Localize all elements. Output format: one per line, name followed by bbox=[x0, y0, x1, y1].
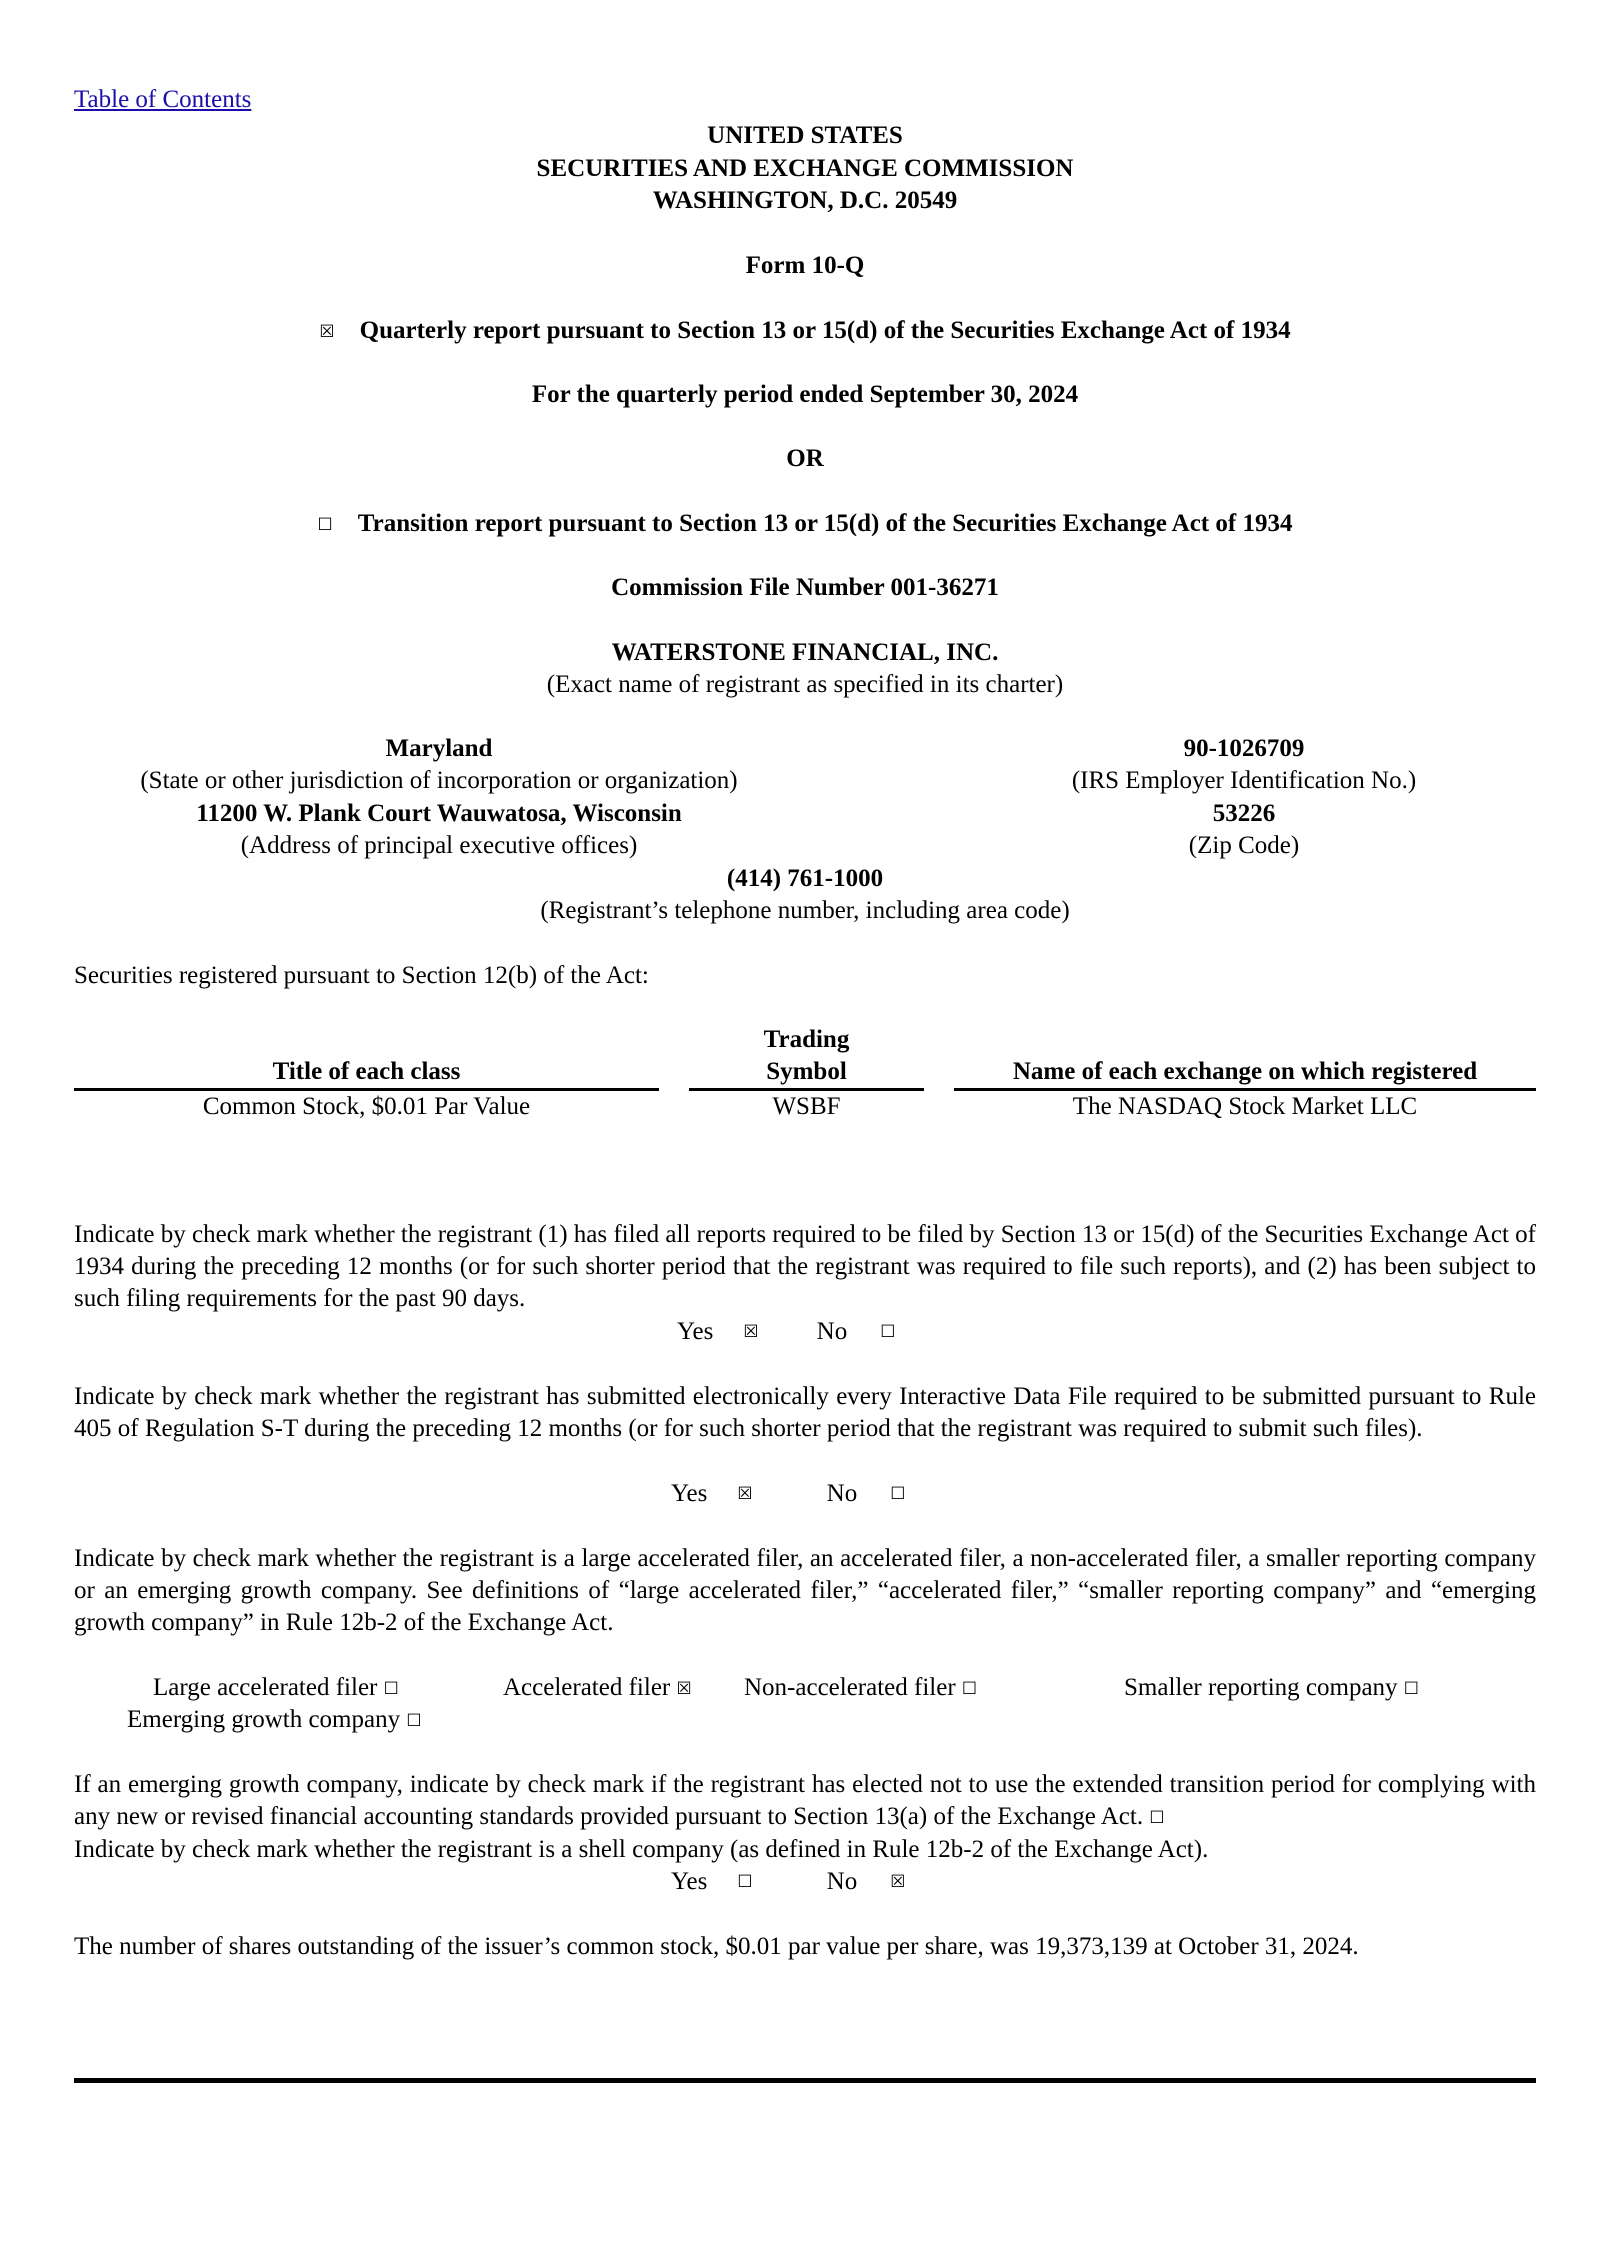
securities-intro: Securities registered pursuant to Section 12(b) of the Act: bbox=[74, 962, 649, 989]
form-type: Form 10-Q bbox=[745, 252, 865, 279]
non-accelerated-checkbox[interactable]: ☐ bbox=[961, 1679, 978, 1699]
state-caption: (State or other jurisdiction of incorporation or organization) bbox=[140, 767, 738, 794]
table-of-contents-link[interactable]: Table of Contents bbox=[74, 86, 252, 113]
q1-no-checkbox[interactable]: ☐ bbox=[880, 1322, 896, 1342]
q5-text: Indicate by check mark whether the registrant is a shell company (as defined in Rule 12b-2 of the Exchange Act). bbox=[74, 1836, 1209, 1863]
quarterly-report-line bbox=[74, 315, 1536, 348]
accelerated-checkbox[interactable]: ☒ bbox=[676, 1679, 692, 1699]
q4-checkbox[interactable]: ☐ bbox=[1149, 1808, 1165, 1828]
q4-text bbox=[74, 1769, 1536, 1834]
q5-no-checkbox[interactable]: ☒ bbox=[890, 1872, 906, 1892]
q5-yes-checkbox[interactable]: ☐ bbox=[737, 1872, 753, 1892]
q2-yes-checkbox[interactable]: ☒ bbox=[737, 1484, 753, 1504]
address-value: 11200 W. Plank Court Wauwatosa, Wisconsin bbox=[196, 800, 682, 827]
non-accelerated-label: Non-accelerated filer bbox=[744, 1674, 956, 1701]
header-line-1: UNITED STATES bbox=[707, 122, 903, 149]
transition-report-line bbox=[74, 508, 1536, 541]
col-title-header: Title of each class bbox=[74, 1024, 659, 1091]
securities-table-header bbox=[74, 1024, 1536, 1091]
q2-no-label: No bbox=[826, 1480, 858, 1507]
col-exchange-header: Name of each exchange on which registered bbox=[954, 1024, 1536, 1091]
table-row bbox=[74, 1091, 1536, 1123]
q2-checkboxes bbox=[671, 1478, 905, 1510]
q1-yes-label: Yes bbox=[677, 1318, 714, 1345]
row-symbol-cell: WSBF bbox=[772, 1093, 841, 1120]
accelerated-label: Accelerated filer bbox=[503, 1674, 671, 1701]
state-block bbox=[74, 733, 804, 797]
emerging-growth-company bbox=[127, 1704, 422, 1737]
large-accelerated-checkbox[interactable]: ☐ bbox=[383, 1679, 399, 1699]
q5-yes-label: Yes bbox=[671, 1868, 708, 1895]
shares-outstanding: The number of shares outstanding of the issuer’s common stock, $0.01 par value per share, was 19,373,139 at October 31, 2024. bbox=[74, 1933, 1359, 1960]
col-symbol-header-line1: Trading bbox=[763, 1026, 850, 1053]
q2-yes-label: Yes bbox=[671, 1480, 708, 1507]
zip-value: 53226 bbox=[1212, 800, 1276, 827]
emerging-growth-label: Emerging growth company bbox=[127, 1706, 401, 1733]
state-value: Maryland bbox=[385, 735, 493, 762]
q1-no-label: No bbox=[816, 1318, 848, 1345]
registrant-name: WATERSTONE FINANCIAL, INC. bbox=[611, 639, 999, 666]
accelerated-filer bbox=[503, 1672, 692, 1705]
col-symbol-header-line2: Symbol bbox=[766, 1058, 847, 1085]
q1-text: Indicate by check mark whether the registrant (1) has filed all reports required to be filed by Section 13 or 15(d) of the Securities Exchange Act of 1934 during the preceding 12 months (or for such shorter period that the registrant was required to file such reports), and (2) has been subject to such filing requirements for the past 90 days. bbox=[74, 1221, 1536, 1312]
phone-value: (414) 761-1000 bbox=[726, 865, 884, 892]
address-caption: (Address of principal executive offices) bbox=[240, 832, 638, 859]
emerging-growth-checkbox[interactable]: ☐ bbox=[406, 1711, 422, 1731]
smaller-reporting-checkbox[interactable]: ☐ bbox=[1403, 1679, 1420, 1699]
securities-table bbox=[74, 1024, 1536, 1123]
period-line: For the quarterly period ended September 30, 2024 bbox=[531, 381, 1079, 408]
transition-report-label: Transition report pursuant to Section 13 or 15(d) of the Securities Exchange Act of 1934 bbox=[357, 510, 1293, 537]
q4-label: If an emerging growth company, indicate by check mark if the registrant has elected not to use the extended transition period for complying with any new or revised financial accounting standards provided pursuant to Section 13(a) of the Exchange Act. bbox=[74, 1771, 1536, 1830]
phone-caption: (Registrant’s telephone number, including area code) bbox=[540, 897, 1070, 924]
or-line: OR bbox=[786, 445, 824, 472]
quarterly-checkbox[interactable]: ☒ bbox=[319, 322, 335, 342]
col-symbol-header bbox=[689, 1024, 924, 1091]
large-accelerated-label: Large accelerated filer bbox=[153, 1674, 378, 1701]
row-exchange-cell: The NASDAQ Stock Market LLC bbox=[1072, 1093, 1418, 1120]
header-line-3: WASHINGTON, D.C. 20549 bbox=[652, 187, 958, 214]
address-block bbox=[74, 798, 804, 862]
irs-value: 90-1026709 bbox=[1183, 735, 1305, 762]
q3-text: Indicate by check mark whether the registrant is a large accelerated filer, an accelerated filer, a non-accelerated filer, a smaller reporting company or an emerging growth company. See definitions of “large accelerated filer,” “accelerated filer,” “smaller reporting company” and “emerging growth company” in Rule 12b-2 of the Exchange Act. bbox=[74, 1545, 1536, 1636]
q2-text: Indicate by check mark whether the registrant has submitted electronically every Interactive Data File required to be submitted pursuant to Rule 405 of Regulation S-T during the preceding 12 months (or for such shorter period that the registrant was required to submit such files). bbox=[74, 1383, 1536, 1442]
smaller-reporting-company bbox=[1124, 1672, 1419, 1705]
irs-caption: (IRS Employer Identification No.) bbox=[1071, 767, 1417, 794]
smaller-reporting-label: Smaller reporting company bbox=[1124, 1674, 1398, 1701]
bottom-rule bbox=[74, 2078, 1536, 2083]
large-accelerated-filer bbox=[153, 1672, 399, 1705]
q2-no-checkbox[interactable]: ☐ bbox=[890, 1484, 906, 1504]
zip-block bbox=[934, 798, 1554, 862]
q1-yes-checkbox[interactable]: ☒ bbox=[743, 1322, 759, 1342]
q5-checkboxes bbox=[671, 1866, 905, 1898]
registrant-name-caption: (Exact name of registrant as specified in its charter) bbox=[546, 671, 1064, 698]
q5-no-label: No bbox=[826, 1868, 858, 1895]
quarterly-report-label: Quarterly report pursuant to Section 13 or 15(d) of the Securities Exchange Act of 1934 bbox=[359, 317, 1291, 344]
non-accelerated-filer bbox=[744, 1672, 977, 1705]
transition-checkbox[interactable]: ☐ bbox=[317, 515, 333, 535]
q1-checkboxes bbox=[677, 1316, 895, 1348]
row-title-cell: Common Stock, $0.01 Par Value bbox=[202, 1093, 531, 1120]
irs-block bbox=[934, 733, 1554, 797]
zip-caption: (Zip Code) bbox=[1188, 832, 1300, 859]
commission-file-number: Commission File Number 001-36271 bbox=[611, 574, 999, 601]
header-line-2: SECURITIES AND EXCHANGE COMMISSION bbox=[536, 155, 1074, 182]
